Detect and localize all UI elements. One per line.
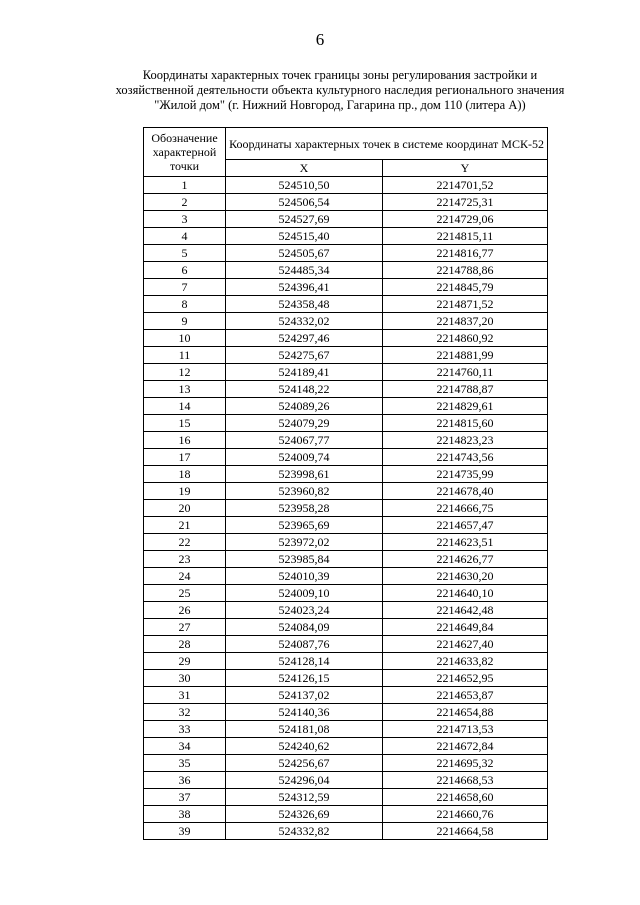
y-coordinate-cell: 2214633,82: [383, 653, 548, 670]
table-row: [144, 568, 548, 585]
y-coordinate-cell: 2214735,99: [383, 466, 548, 483]
x-coordinate-cell: 523958,28: [226, 500, 383, 517]
table-row: [144, 687, 548, 704]
table-row: [144, 364, 548, 381]
point-number-cell: 28: [144, 636, 226, 653]
x-coordinate-cell: 524510,50: [226, 177, 383, 194]
x-coordinate-cell: 524527,69: [226, 211, 383, 228]
x-coordinate-cell: 524128,14: [226, 653, 383, 670]
y-coordinate-cell: 2214816,77: [383, 245, 548, 262]
y-coordinate-cell: 2214845,79: [383, 279, 548, 296]
x-coordinate-cell: 524009,10: [226, 585, 383, 602]
point-number-cell: 34: [144, 738, 226, 755]
table-row: [144, 721, 548, 738]
point-number-cell: 12: [144, 364, 226, 381]
table-row: [144, 670, 548, 687]
point-number-cell: 36: [144, 772, 226, 789]
x-coordinate-cell: 524009,74: [226, 449, 383, 466]
table-row: [144, 602, 548, 619]
point-number-cell: 31: [144, 687, 226, 704]
point-number-cell: 11: [144, 347, 226, 364]
x-coordinate-cell: 524079,29: [226, 415, 383, 432]
point-number-cell: 26: [144, 602, 226, 619]
x-coordinate-cell: 524084,09: [226, 619, 383, 636]
x-coordinate-cell: 523985,84: [226, 551, 383, 568]
x-coordinate-cell: 523960,82: [226, 483, 383, 500]
point-number-cell: 33: [144, 721, 226, 738]
table-row: [144, 704, 548, 721]
y-coordinate-cell: 2214760,11: [383, 364, 548, 381]
table-row: [144, 636, 548, 653]
y-coordinate-cell: 2214672,84: [383, 738, 548, 755]
x-coordinate-cell: 524506,54: [226, 194, 383, 211]
y-coordinate-cell: 2214666,75: [383, 500, 548, 517]
page-number: 6: [315, 30, 325, 49]
point-number-cell: 35: [144, 755, 226, 772]
y-coordinate-cell: 2214653,87: [383, 687, 548, 704]
y-coordinate-cell: 2214660,76: [383, 806, 548, 823]
table-row: [144, 619, 548, 636]
table-row: [144, 772, 548, 789]
y-coordinate-cell: 2214837,20: [383, 313, 548, 330]
table-row: [144, 534, 548, 551]
y-coordinate-cell: 2214630,20: [383, 568, 548, 585]
point-number-cell: 19: [144, 483, 226, 500]
x-coordinate-cell: 524297,46: [226, 330, 383, 347]
y-coordinate-cell: 2214657,47: [383, 517, 548, 534]
table-row: [144, 330, 548, 347]
table-row: [144, 228, 548, 245]
x-coordinate-cell: 523972,02: [226, 534, 383, 551]
table-row: [144, 823, 548, 840]
point-number-cell: 23: [144, 551, 226, 568]
x-coordinate-cell: 524505,67: [226, 245, 383, 262]
point-number-cell: 20: [144, 500, 226, 517]
table-row: [144, 653, 548, 670]
y-coordinate-cell: 2214652,95: [383, 670, 548, 687]
y-coordinate-cell: 2214713,53: [383, 721, 548, 738]
point-number-cell: 16: [144, 432, 226, 449]
header-x: X: [226, 160, 383, 177]
table-row: [144, 245, 548, 262]
y-coordinate-cell: 2214788,86: [383, 262, 548, 279]
y-coordinate-cell: 2214642,48: [383, 602, 548, 619]
table-row: [144, 313, 548, 330]
table-row: [144, 398, 548, 415]
y-coordinate-cell: 2214815,60: [383, 415, 548, 432]
point-number-cell: 6: [144, 262, 226, 279]
table-row: [144, 381, 548, 398]
x-coordinate-cell: 524358,48: [226, 296, 383, 313]
x-coordinate-cell: 524332,02: [226, 313, 383, 330]
table-row: [144, 755, 548, 772]
x-coordinate-cell: 523998,61: [226, 466, 383, 483]
y-coordinate-cell: 2214881,99: [383, 347, 548, 364]
coordinates-table: [143, 127, 548, 840]
y-coordinate-cell: 2214871,52: [383, 296, 548, 313]
table-row: [144, 432, 548, 449]
x-coordinate-cell: 524256,67: [226, 755, 383, 772]
document-title: [100, 68, 580, 113]
point-number-cell: 21: [144, 517, 226, 534]
point-number-cell: 39: [144, 823, 226, 840]
title-line-3: "Жилой дом" (г. Нижний Новгород, Гагарина пр., дом 110 (литера А)): [154, 98, 526, 112]
table-row: [144, 279, 548, 296]
x-coordinate-cell: 524332,82: [226, 823, 383, 840]
x-coordinate-cell: 524148,22: [226, 381, 383, 398]
y-coordinate-cell: 2214701,52: [383, 177, 548, 194]
x-coordinate-cell: 524087,76: [226, 636, 383, 653]
x-coordinate-cell: 524275,67: [226, 347, 383, 364]
y-coordinate-cell: 2214627,40: [383, 636, 548, 653]
table-row: [144, 585, 548, 602]
point-number-cell: 25: [144, 585, 226, 602]
header-coordinate-system: Координаты характерных точек в системе координат МСК-52: [226, 128, 548, 160]
x-coordinate-cell: 524312,59: [226, 789, 383, 806]
x-coordinate-cell: 524189,41: [226, 364, 383, 381]
table-row: [144, 415, 548, 432]
table-header: [144, 128, 548, 177]
x-coordinate-cell: 524181,08: [226, 721, 383, 738]
y-coordinate-cell: 2214729,06: [383, 211, 548, 228]
point-number-cell: 10: [144, 330, 226, 347]
header-point-designation: Обозначение характерной точки: [144, 128, 226, 177]
y-coordinate-cell: 2214626,77: [383, 551, 548, 568]
table-row: [144, 483, 548, 500]
y-coordinate-cell: 2214640,10: [383, 585, 548, 602]
point-number-cell: 38: [144, 806, 226, 823]
x-coordinate-cell: 524396,41: [226, 279, 383, 296]
point-number-cell: 37: [144, 789, 226, 806]
table-row: [144, 500, 548, 517]
table-row: [144, 347, 548, 364]
y-coordinate-cell: 2214788,87: [383, 381, 548, 398]
point-number-cell: 2: [144, 194, 226, 211]
x-coordinate-cell: 524296,04: [226, 772, 383, 789]
x-coordinate-cell: 524010,39: [226, 568, 383, 585]
x-coordinate-cell: 523965,69: [226, 517, 383, 534]
table-row: [144, 806, 548, 823]
point-number-cell: 29: [144, 653, 226, 670]
point-number-cell: 8: [144, 296, 226, 313]
point-number-cell: 30: [144, 670, 226, 687]
y-coordinate-cell: 2214743,56: [383, 449, 548, 466]
y-coordinate-cell: 2214654,88: [383, 704, 548, 721]
point-number-cell: 27: [144, 619, 226, 636]
point-number-cell: 17: [144, 449, 226, 466]
y-coordinate-cell: 2214658,60: [383, 789, 548, 806]
point-number-cell: 14: [144, 398, 226, 415]
x-coordinate-cell: 524485,34: [226, 262, 383, 279]
y-coordinate-cell: 2214829,61: [383, 398, 548, 415]
table-row: [144, 551, 548, 568]
table-row: [144, 789, 548, 806]
point-number-cell: 22: [144, 534, 226, 551]
point-number-cell: 9: [144, 313, 226, 330]
y-coordinate-cell: 2214823,23: [383, 432, 548, 449]
y-coordinate-cell: 2214695,32: [383, 755, 548, 772]
x-coordinate-cell: 524140,36: [226, 704, 383, 721]
x-coordinate-cell: 524089,26: [226, 398, 383, 415]
y-coordinate-cell: 2214860,92: [383, 330, 548, 347]
point-number-cell: 13: [144, 381, 226, 398]
x-coordinate-cell: 524515,40: [226, 228, 383, 245]
header-y: Y: [383, 160, 548, 177]
table-body: [144, 177, 548, 840]
point-number-cell: 7: [144, 279, 226, 296]
point-number-cell: 5: [144, 245, 226, 262]
y-coordinate-cell: 2214725,31: [383, 194, 548, 211]
table-row: [144, 211, 548, 228]
y-coordinate-cell: 2214649,84: [383, 619, 548, 636]
point-number-cell: 32: [144, 704, 226, 721]
table-row: [144, 262, 548, 279]
table-row: [144, 466, 548, 483]
x-coordinate-cell: 524023,24: [226, 602, 383, 619]
x-coordinate-cell: 524137,02: [226, 687, 383, 704]
title-line-1: Координаты характерных точек границы зоны регулирования застройки и: [142, 68, 538, 82]
title-line-2: хозяйственной деятельности объекта культурного наследия регионального значения: [115, 83, 565, 97]
y-coordinate-cell: 2214668,53: [383, 772, 548, 789]
table-row: [144, 738, 548, 755]
point-number-cell: 24: [144, 568, 226, 585]
point-number-cell: 1: [144, 177, 226, 194]
y-coordinate-cell: 2214678,40: [383, 483, 548, 500]
x-coordinate-cell: 524126,15: [226, 670, 383, 687]
table-row: [144, 177, 548, 194]
y-coordinate-cell: 2214623,51: [383, 534, 548, 551]
table-row: [144, 296, 548, 313]
table-row: [144, 194, 548, 211]
y-coordinate-cell: 2214664,58: [383, 823, 548, 840]
x-coordinate-cell: 524067,77: [226, 432, 383, 449]
x-coordinate-cell: 524326,69: [226, 806, 383, 823]
table-row: [144, 449, 548, 466]
point-number-cell: 3: [144, 211, 226, 228]
point-number-cell: 18: [144, 466, 226, 483]
x-coordinate-cell: 524240,62: [226, 738, 383, 755]
point-number-cell: 4: [144, 228, 226, 245]
table-row: [144, 517, 548, 534]
y-coordinate-cell: 2214815,11: [383, 228, 548, 245]
point-number-cell: 15: [144, 415, 226, 432]
